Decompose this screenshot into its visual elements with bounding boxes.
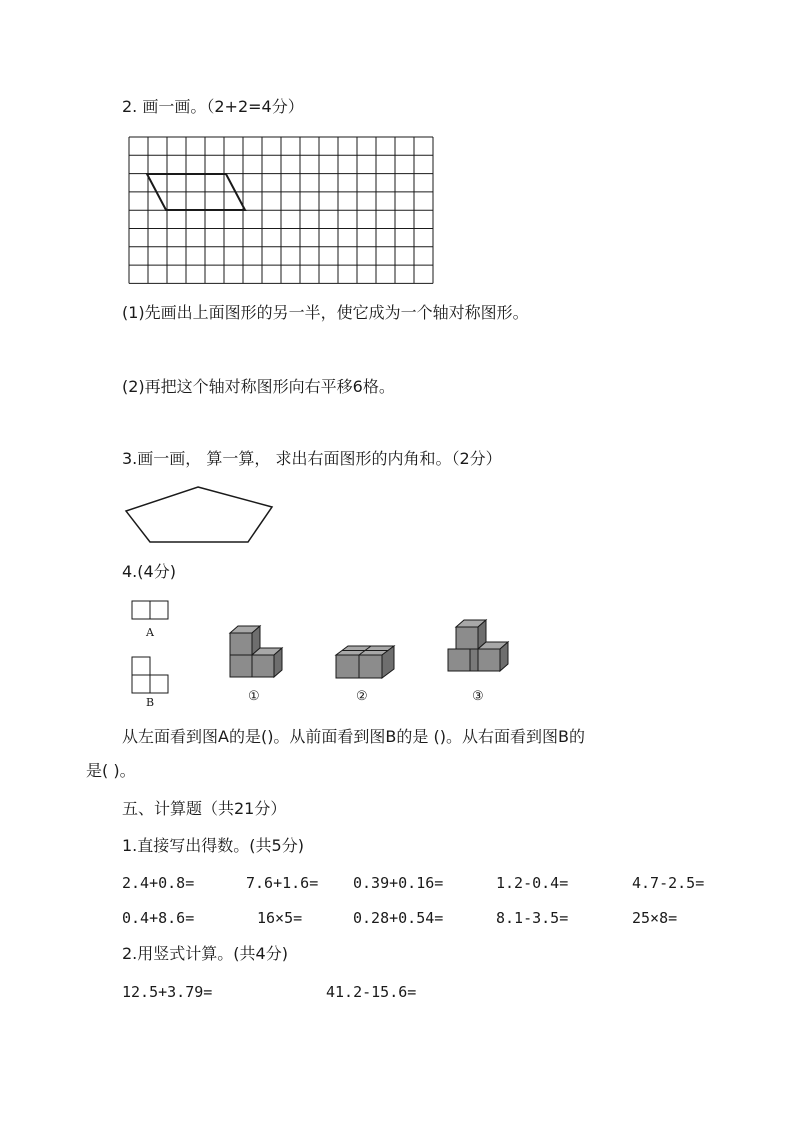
q2-sub1: (1)先画出上面图形的另一半，使它成为一个轴对称图形。 xyxy=(122,303,529,322)
view-b-figure xyxy=(131,656,171,696)
calc-item: 0.39+0.16= xyxy=(353,874,444,892)
calc-item: 0.4+8.6= xyxy=(122,909,195,927)
q4-title: 4.(4分) xyxy=(122,562,176,581)
fig2-label: ② xyxy=(356,689,368,704)
view-a-figure xyxy=(131,600,171,622)
q2-sub2: (2)再把这个轴对称图形向右平移6格。 xyxy=(122,377,395,396)
pentagon-figure xyxy=(124,485,276,547)
calc-item: 0.28+0.54= xyxy=(353,909,444,927)
section5-heading: 五、计算题（共21分） xyxy=(122,799,287,818)
calc-item: 41.2-15.6= xyxy=(326,983,417,1001)
calc-item: 25×8= xyxy=(632,909,678,927)
cube-figure-1 xyxy=(228,623,298,683)
q4-question-line2: 是( )。 xyxy=(86,761,136,780)
cube-figure-3 xyxy=(446,617,510,683)
q3-title: 3.画一画， 算一算， 求出右面图形的内角和。（2分） xyxy=(122,449,502,468)
q4-question-line1: 从左面看到图A的是()。从前面看到图B的是 ()。从右面看到图B的 xyxy=(122,727,585,746)
fig3-label: ③ xyxy=(472,689,484,704)
fig1-label: ① xyxy=(248,689,260,704)
section5-q2-title: 2.用竖式计算。(共4分) xyxy=(122,944,288,963)
calc-item: 16×5= xyxy=(257,909,303,927)
calc-item: 1.2-0.4= xyxy=(496,874,569,892)
section5-q1-title: 1.直接写出得数。(共5分) xyxy=(122,836,304,855)
calc-item: 2.4+0.8= xyxy=(122,874,195,892)
drawing-grid[interactable] xyxy=(128,136,435,285)
cube-figure-2 xyxy=(334,643,400,683)
calc-item: 12.5+3.79= xyxy=(122,983,213,1001)
calc-item: 4.7-2.5= xyxy=(632,874,705,892)
view-b-label: B xyxy=(146,696,155,709)
q2-title: 2. 画一画。（2+2=4分） xyxy=(122,97,304,116)
calc-item: 8.1-3.5= xyxy=(496,909,569,927)
calc-item: 7.6+1.6= xyxy=(246,874,319,892)
view-a-label: A xyxy=(146,626,154,639)
